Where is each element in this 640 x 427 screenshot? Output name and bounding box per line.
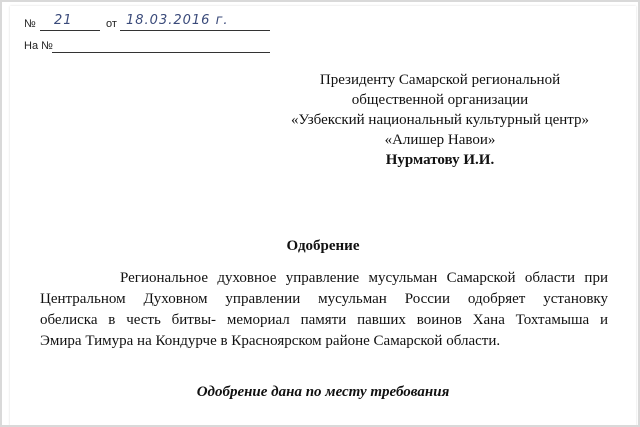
document-body [40,268,608,352]
approval-footer: Одобрение дана по месту требования [196,384,450,400]
addressee-name: Нурматову И.И. [385,152,495,168]
letter-page [10,6,636,426]
date-value: 18.03.2016 г. [126,13,229,28]
from-label: от [106,18,117,30]
body-line-1: Региональное духовное управление мусульман Самарской области при [120,270,608,286]
addressee-line-2: общественной организации [351,92,529,108]
reply-to-row [24,40,284,54]
reply-to-underline [52,40,270,53]
number-value: 21 [54,13,73,28]
addressee-line-4: «Алишер Навои» [384,132,496,148]
body-line-3: обелиска в честь битвы- мемориал памяти павших воинов Хана Тохтамыша и [40,312,608,328]
reply-to-label: На № [24,40,53,52]
number-label: № [24,18,36,30]
addressee-block [260,70,620,170]
addressee-line-1: Президенту Самарской региональной [319,72,561,88]
document-title: Одобрение [286,238,360,254]
body-line-2: Центральном Духовном управлении мусульман России одобряет установку [40,291,608,307]
registration-number-row [24,13,284,32]
body-line-4: Эмира Тимура на Кондурче в Красноярском районе Самарской области. [40,333,501,349]
addressee-line-3: «Узбекский национальный культурный центр» [290,112,590,128]
